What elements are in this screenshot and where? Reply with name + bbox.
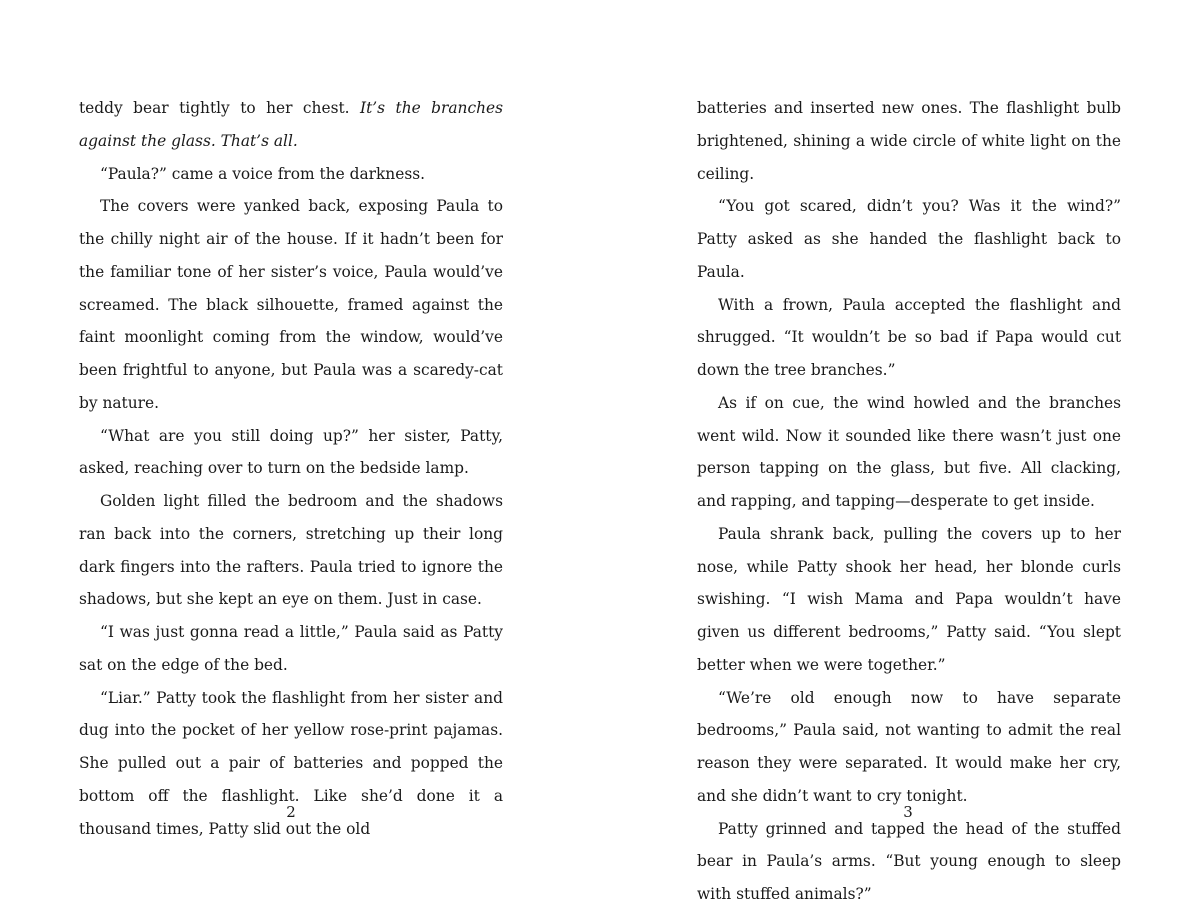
paragraph: “Paula?” came a voice from the darkness.	[100, 164, 426, 183]
paragraph: batteries and inserted new ones. The flashlight bulb brightened, shining a wide circle of white light on the ceiling.	[697, 99, 1121, 183]
paragraph: Golden light filled the bedroom and the shadows ran back into the corners, stretching up their long dark fingers into the rafters. Paula tried to ignore the shadows, but she kept an eye on them. Just in case.	[79, 492, 503, 609]
paragraph: The covers were yanked back, exposing Paula to the chilly night air of the house. If it hadn’t been for the familiar tone of her sister’s voice, Paula would’ve screamed. The black silhouette, framed against the faint moonlight coming from the window, would’ve been frightful to anyone, but Paula was a scaredy-cat by nature.	[79, 197, 503, 412]
right-page	[600, 0, 1200, 903]
paragraph: “Liar.” Patty took the flashlight from her sister and dug into the pocket of her yellow rose-print pajamas. She pulled out a pair of batteries and popped the bottom off the flashlight. Like she’d done it a thousand times, Patty slid out the old	[79, 688, 503, 838]
paragraph: Paula shrank back, pulling the covers up to her nose, while Patty shook her head, her blonde curls swishing. “I wish Mama and Papa wouldn’t have given us different bedrooms,” Patty said. “You slept better when we were together.”	[697, 524, 1121, 674]
paragraph-text: teddy bear tightly to her chest.	[79, 99, 360, 117]
right-page-text	[697, 92, 1121, 911]
left-page-text	[79, 92, 503, 845]
paragraph: “We’re old enough now to have separate bedrooms,” Paula said, not wanting to admit the real reason they were separated. It would make her cry, and she didn’t want to cry tonight.	[697, 688, 1121, 805]
paragraph: “You got scared, didn’t you? Was it the wind?” Patty asked as she handed the flashlight back to Paula.	[697, 197, 1121, 281]
paragraph: “I was just gonna read a little,” Paula said as Patty sat on the edge of the bed.	[79, 623, 503, 674]
paragraph: With a frown, Paula accepted the flashlight and shrugged. “It wouldn’t be so bad if Papa would cut down the tree branches.”	[697, 295, 1121, 379]
paragraph	[79, 92, 503, 158]
paragraph: “What are you still doing up?” her sister, Patty, asked, reaching over to turn on the bedside lamp.	[79, 426, 503, 478]
italic-thought: It’s the branches against the glass. That’s all.	[79, 99, 503, 150]
paragraph: Patty grinned and tapped the head of the stuffed bear in Paula’s arms. “But young enough to sleep with stuffed animals?”	[697, 819, 1121, 903]
left-page	[0, 0, 600, 872]
page-number: 2	[286, 803, 296, 821]
page-number: 3	[903, 803, 913, 821]
paragraph: As if on cue, the wind howled and the branches went wild. Now it sounded like there wasn’t just one person tapping on the glass, but five. All clacking, and rapping, and tapping—desperate to get inside.	[697, 393, 1121, 510]
